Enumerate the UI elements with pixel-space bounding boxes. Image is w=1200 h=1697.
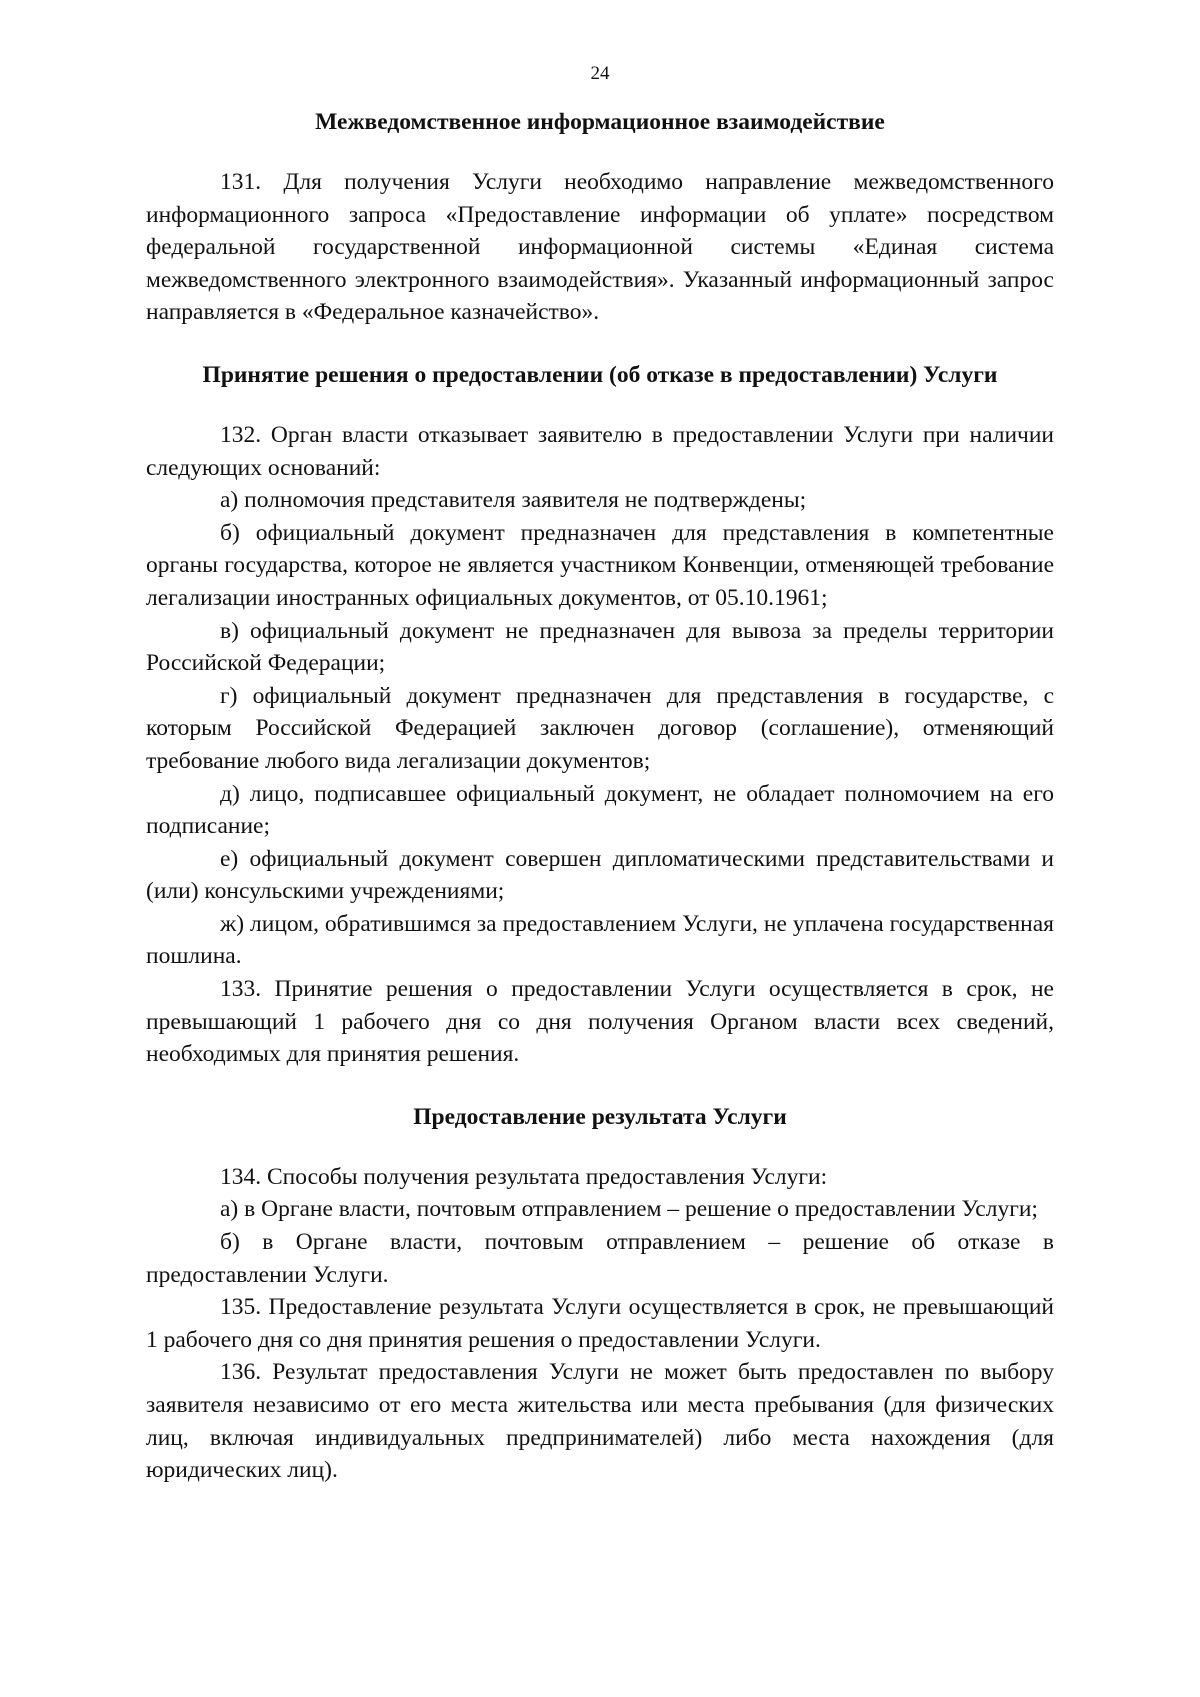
document-page (146, 62, 1054, 1487)
list-item-result-a: а) в Органе власти, почтовым отправлением – решение о предоставлении Услуги; (220, 1196, 1038, 1223)
paragraph-135: 135. Предоставление результата Услуги осуществляется в срок, не превышающий 1 рабочего дня со дня принятия решения о предоставлении Услуги. (146, 1294, 1054, 1353)
list-item-b: б) официальный документ предназначен для представления в компетентные органы государства, которое не является участником Конвенции, отменяющей требование легализации иностранных официальных документов, от 05.10.1961; (146, 519, 1054, 611)
paragraph-134: 134. Способы получения результата предоставления Услуги: (220, 1163, 828, 1190)
list-item-d: д) лицо, подписавшее официальный документ, не обладает полномочием на его подписание; (146, 780, 1054, 840)
paragraph-136: 136. Результат предоставления Услуги не может быть предоставлен по выбору заявителя независимо от его места жительства или места пребывания (для физических лиц, включая индивидуальных предпринимателей) либо места нахождения (для юридических лиц). (146, 1359, 1054, 1484)
list-item-zh: ж) лицом, обратившимся за предоставлением Услуги, не уплачена государственная пошлина. (146, 910, 1054, 970)
section-heading-interagency: Межведомственное информационное взаимодействие (315, 109, 885, 135)
list-item-g: г) официальный документ предназначен для представления в государстве, с которым Российской Федерацией заключен договор (соглашение), отменяющий требование любого вида легализации документов; (146, 682, 1054, 774)
section-heading-result: Предоставление результата Услуги (413, 1103, 787, 1130)
section-heading-decision: Принятие решения о предоставлении (об отказе в предоставлении) Услуги (202, 361, 998, 388)
list-item-a: а) полномочия представителя заявителя не подтверждены; (220, 487, 807, 514)
list-item-result-b: б) в Органе власти, почтовым отправлением – решение об отказе в предоставлении Услуги. (146, 1229, 1054, 1288)
list-item-v: в) официальный документ не предназначен для вывоза за пределы территории Российской Федерации; (146, 617, 1054, 677)
paragraph-132: 132. Орган власти отказывает заявителю в предоставлении Услуги при наличии следующих оснований: (146, 421, 1054, 481)
paragraph-131: 131. Для получения Услуги необходимо направление межведомственного информационного запроса «Предоставление информации об уплате» посредством федеральной государственной информационной системы «Единая система межведомственного электронного взаимодействия». Указанный информационный запрос направляется в «Федеральное казначейство». (146, 169, 1054, 326)
page-number: 24 (590, 63, 610, 84)
paragraph-133: 133. Принятие решения о предоставлении Услуги осуществляется в срок, не превышающий 1 рабочего дня со дня получения Органом власти всех сведений, необходимых для принятия решения. (146, 976, 1054, 1068)
list-item-e: е) официальный документ совершен дипломатическими представительствами и (или) консульскими учреждениями; (146, 845, 1054, 905)
